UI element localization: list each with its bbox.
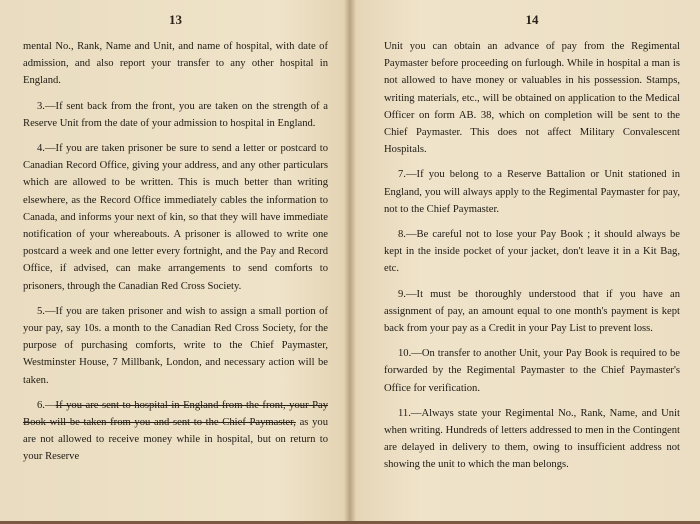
left-paragraph-3: 3.—If sent back from the front, you are taken on the strength of a Reserve Unit from the date of your admission to hospital in England.: [23, 100, 328, 129]
right-page: [354, 0, 700, 524]
right-paragraph-continuation: Unit you can obtain an advance of pay from the Regimental Paymaster before proceeding on furlough. While in hospital a man is not allowed to have money or valuables in his possession. Stamps, writing materials, etc., will be obtained on application to the Medical Officer on form AB. 38, which on completion will be sent to the Chief Paymaster. This does not affect Military Convalescent Hospitals.: [384, 41, 680, 156]
right-paragraph-7: 7.—If you belong to a Reserve Battalion or Unit stationed in England, you will always apply to the Regimental Paymaster for pay, not to the Chief Paymaster.: [384, 169, 680, 215]
left-paragraph-continuation: mental No., Rank, Name and Unit, and name of hospital, with date of admission, and also report your transfer to any other hospital in England.: [23, 41, 328, 87]
right-paragraph-9: 9.—It must be thoroughly understood that if you have an assignment of pay, an amount equal to one month's payment is kept back from your pay as a Credit in your Pay List to prevent loss.: [384, 288, 680, 335]
right-paragraph-10: 10.—On transfer to another Unit, your Pay Book is required to be forwarded by the Regimental Paymaster to the Chief Paymaster's Office for verification.: [384, 348, 680, 394]
left-page: [0, 0, 346, 524]
left-paragraph-6: [23, 397, 328, 466]
left-page-number: 13: [169, 12, 182, 27]
left-paragraph-4: 4.—If you are taken prisoner be sure to send a letter or postcard to Canadian Record Office, giving your address, and any other particulars which are allowed to be written. This is much better than writing elsewhere, as the Record Office immediately cables the information to Canada, and informs your next of kin, so that they will have immediate notification of your whereabouts. A prisoner is allowed to write one postcard a week and one letter every fortnight, and the Pay and Record Office, if advised, can make arrangements to send comforts to prisoners, through the Canadian Red Cross Society.: [23, 143, 328, 292]
paragraph-6-number: 6.—: [37, 399, 56, 411]
right-paragraph-8: 8.—Be careful not to lose your Pay Book ; it should always be kept in the inside pocket of your jacket, don't leave it in a Kit Bag, etc.: [384, 229, 680, 275]
right-paragraph-11: 11.—Always state your Regimental No., Rank, Name, and Unit when writing. Hundreds of letters addressed to men in the Contingent are delayed in delivery to them, owing to insufficient address not showing the unit to which the man belongs.: [384, 407, 680, 471]
right-page-number: 14: [525, 12, 539, 27]
struck-through-text: If you are sent to hospital in England from the front, your Pay Book will be taken from you and sent to the Chief Paymaster,: [23, 399, 328, 429]
left-paragraph-5: 5.—If you are taken prisoner and wish to assign a small portion of your pay, say 10s. a month to the Canadian Red Cross Society, for the purpose of purchasing comforts, write to the Chief Paymaster, Westminster House, 7 Millbank, London, and necessary action will be taken.: [23, 305, 328, 386]
paragraph-6-rest: as you are not allowed to receive money while in hospital, but on return to your Reserve: [23, 417, 328, 463]
